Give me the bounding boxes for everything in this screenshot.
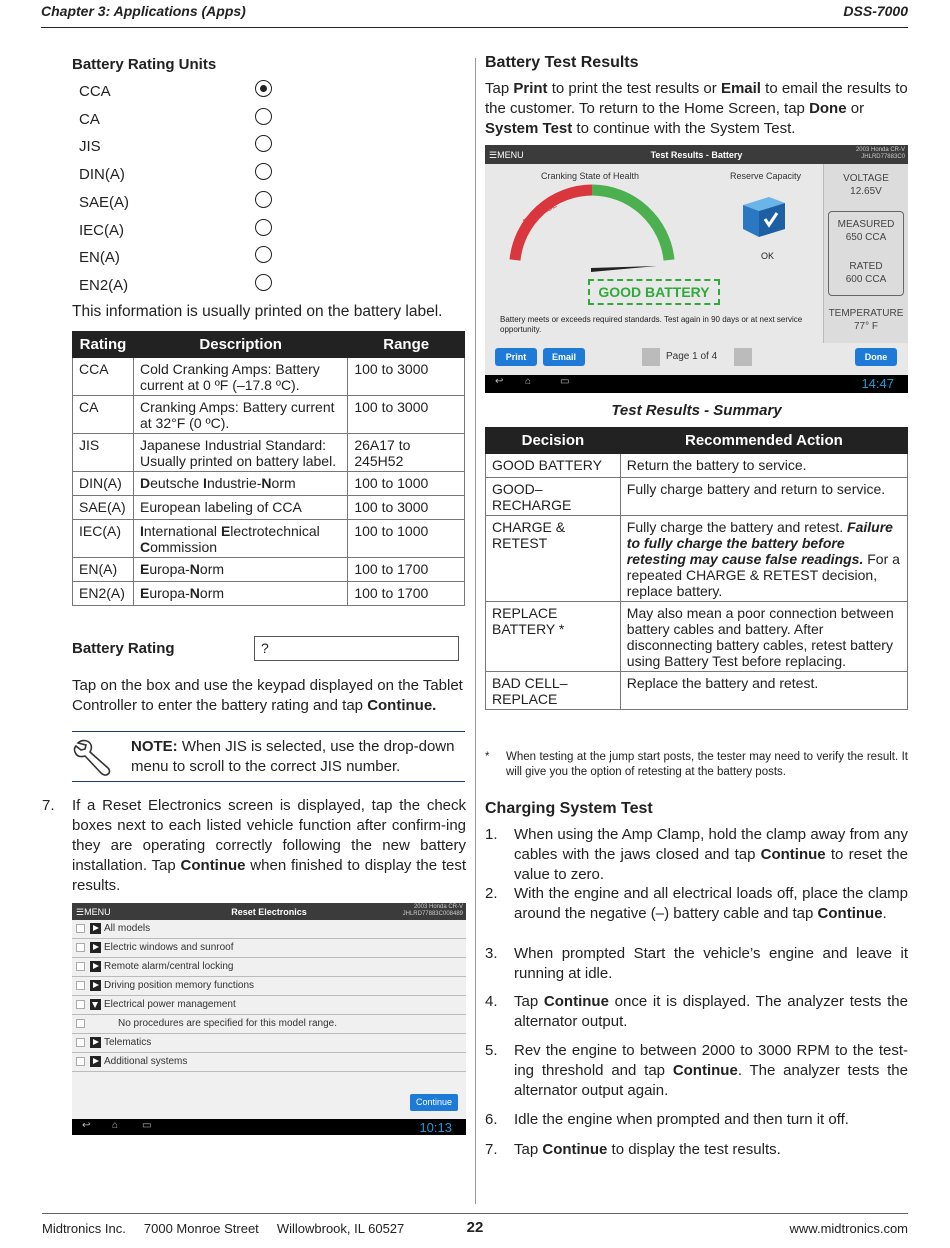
action-cell: Fully charge the battery and retest. Failure to fully charge the battery before retesting may cause false readings. For a repeated CHARGE & RETEST decision, replace battery. bbox=[620, 516, 907, 602]
checkbox[interactable] bbox=[76, 1057, 85, 1066]
step-text: Tap Continue to display the test results. bbox=[514, 1141, 781, 1158]
continue-button[interactable]: Continue bbox=[410, 1094, 458, 1111]
vehicle-info: 2003 Honda CR-V JHLRD77883C0 bbox=[855, 147, 905, 160]
android-nav-bar bbox=[485, 375, 908, 393]
step-number: 1. bbox=[485, 826, 498, 843]
step-text: When prompted Start the vehicle’s engine and leave it running at idle. bbox=[514, 945, 908, 982]
tap-instructions: Tap on the box and use the keypad displayed on the Tablet Controller to enter the battery rating and tap Continue. bbox=[72, 677, 463, 714]
chapter-title: Chapter 3: Applications (Apps) bbox=[41, 3, 246, 19]
prev-page-button[interactable] bbox=[642, 348, 660, 366]
reset-list-item[interactable] bbox=[72, 939, 466, 958]
checkbox[interactable] bbox=[76, 981, 85, 990]
measured-block: MEASURED 650 CCA bbox=[837, 219, 895, 243]
reset-item-label: Driving position memory functions bbox=[104, 980, 255, 991]
description-cell: European labeling of CCA bbox=[133, 496, 347, 520]
wrench-icon bbox=[72, 737, 116, 777]
page-header bbox=[41, 2, 908, 28]
radio-button[interactable] bbox=[255, 163, 272, 180]
note-box bbox=[72, 731, 465, 782]
rating-cell: IEC(A) bbox=[73, 520, 134, 558]
print-button[interactable]: Print bbox=[495, 348, 537, 366]
unit-option[interactable] bbox=[79, 80, 274, 106]
decision-cell: GOOD–RECHARGE bbox=[486, 478, 621, 516]
title-bar bbox=[72, 903, 466, 920]
reset-list-item[interactable] bbox=[72, 958, 466, 977]
description-cell: International Electrotechnical Commission bbox=[133, 520, 347, 558]
action-cell: Return the battery to service. bbox=[620, 454, 907, 478]
rating-cell: DIN(A) bbox=[73, 472, 134, 496]
page-indicator: Page 1 of 4 bbox=[666, 351, 718, 362]
unit-option[interactable] bbox=[79, 108, 274, 134]
rated-block: RATED 600 CCA bbox=[845, 261, 887, 285]
table-row bbox=[73, 434, 465, 472]
col-range: Range bbox=[348, 332, 465, 358]
reset-list bbox=[72, 920, 466, 1120]
checkbox[interactable] bbox=[76, 943, 85, 952]
decision-cell: BAD CELL–REPLACE bbox=[486, 672, 621, 710]
radio-button[interactable] bbox=[255, 135, 272, 152]
expand-down-icon[interactable] bbox=[90, 999, 101, 1010]
reserve-status: OK bbox=[761, 251, 775, 261]
decision-cell: CHARGE & RETEST bbox=[486, 516, 621, 602]
page-number: 22 bbox=[466, 1219, 484, 1236]
radio-button[interactable] bbox=[255, 274, 272, 291]
expand-right-icon[interactable] bbox=[90, 923, 101, 934]
reset-item-label: No procedures are specified for this model range. bbox=[118, 1018, 338, 1029]
back-icon[interactable]: ↩ bbox=[495, 376, 504, 387]
range-cell: 26A17 to 245H52 bbox=[348, 434, 465, 472]
column-divider bbox=[475, 58, 476, 1204]
unit-option-label: EN2(A) bbox=[79, 276, 129, 294]
checkbox[interactable] bbox=[76, 924, 85, 933]
step-text: Tap Continue once it is displayed. The analyzer tests the alternator output. bbox=[514, 993, 908, 1030]
table-row bbox=[486, 516, 908, 602]
table-row bbox=[486, 602, 908, 672]
action-cell: Replace the battery and retest. bbox=[620, 672, 907, 710]
reset-list-item[interactable] bbox=[72, 996, 466, 1015]
recent-apps-icon[interactable]: ▭ bbox=[560, 376, 570, 387]
col-action: Recommended Action bbox=[620, 428, 907, 454]
action-cell: May also mean a poor connection between battery cables and battery. After disconnecting battery cables, retest battery using Battery Test before replacing. bbox=[620, 602, 907, 672]
summary-table bbox=[485, 427, 908, 710]
description-cell: Europa-Norm bbox=[133, 558, 347, 582]
table-row bbox=[486, 672, 908, 710]
reset-list-item[interactable] bbox=[72, 1015, 466, 1034]
radio-button[interactable] bbox=[255, 108, 272, 125]
clock: 14:47 bbox=[861, 376, 894, 391]
description-cell: Europa-Norm bbox=[133, 582, 347, 606]
battery-icon bbox=[739, 191, 789, 241]
table-row bbox=[73, 582, 465, 606]
description-cell: Cold Cranking Amps: Battery current at 0 ºF (–17.8 ºC). bbox=[133, 358, 347, 396]
reset-item-label: Remote alarm/central locking bbox=[104, 961, 234, 972]
menu-button[interactable]: ☰MENU bbox=[489, 150, 524, 160]
unit-option-label: DIN(A) bbox=[79, 166, 125, 184]
reset-list-item[interactable] bbox=[72, 977, 466, 996]
range-cell: 100 to 1700 bbox=[348, 558, 465, 582]
reset-item-label: Telematics bbox=[104, 1037, 152, 1048]
results-heading: Battery Test Results bbox=[485, 54, 639, 71]
model-name: DSS-7000 bbox=[843, 3, 908, 19]
range-cell: 100 to 1000 bbox=[348, 472, 465, 496]
battery-rating-input[interactable]: ? bbox=[254, 636, 459, 661]
step-number: 5. bbox=[485, 1042, 498, 1059]
footer-address: Midtronics Inc. 7000 Monroe Street Willowbrook, IL 60527 bbox=[42, 1221, 405, 1236]
recent-apps-icon[interactable]: ▭ bbox=[142, 1120, 152, 1131]
reserve-label: Reserve Capacity bbox=[730, 171, 802, 181]
range-cell: 100 to 3000 bbox=[348, 358, 465, 396]
results-paragraph: Tap Print to print the test results or Email to email the results to the customer. To return to the Home Screen, tap Done or System Test to continue with the System Test. bbox=[485, 80, 908, 137]
action-cell: Fully charge battery and return to service. bbox=[620, 478, 907, 516]
gauge-replace-text: REPLACE bbox=[521, 200, 559, 227]
range-cell: 100 to 1700 bbox=[348, 582, 465, 606]
temperature-block: TEMPERATURE 77° F bbox=[828, 308, 904, 332]
gauge-good-arc bbox=[592, 190, 669, 260]
status-badge: GOOD BATTERY bbox=[588, 279, 720, 305]
step-number: 4. bbox=[485, 993, 498, 1010]
table-row bbox=[73, 520, 465, 558]
step-text: When using the Amp Clamp, hold the clamp away from any cables with the jaws closed and tap Continue to reset the value to zero. bbox=[514, 826, 908, 883]
unit-option-label: SAE(A) bbox=[79, 193, 130, 211]
rating-cell: EN(A) bbox=[73, 558, 134, 582]
gauge-label: Cranking State of Health bbox=[541, 171, 640, 181]
gauge-needle bbox=[591, 266, 657, 272]
screen-title: Reset Electronics bbox=[231, 907, 307, 917]
table-row bbox=[73, 472, 465, 496]
unit-option-label: CCA bbox=[79, 83, 111, 100]
clock: 10:13 bbox=[419, 1120, 452, 1135]
page-footer bbox=[42, 1213, 908, 1243]
rating-cell: CCA bbox=[73, 358, 134, 396]
action-bar bbox=[485, 343, 908, 375]
unit-option[interactable] bbox=[79, 163, 274, 189]
status-message: Battery meets or exceeds required standards. Test again in 90 days or at next service opportunity. bbox=[500, 315, 803, 334]
unit-option[interactable] bbox=[79, 274, 274, 300]
description-cell: Cranking Amps: Battery current at 32°F (0 ºC). bbox=[133, 396, 347, 434]
decision-cell: GOOD BATTERY bbox=[486, 454, 621, 478]
expand-right-icon[interactable] bbox=[90, 1037, 101, 1048]
step-text: Idle the engine when prompted and then turn it off. bbox=[514, 1111, 849, 1128]
unit-option[interactable] bbox=[79, 135, 274, 161]
voltage-block: VOLTAGE 12.65V bbox=[843, 173, 889, 197]
health-gauge bbox=[507, 180, 677, 280]
reset-item-label: Electric windows and sunroof bbox=[104, 942, 234, 953]
table-row bbox=[73, 358, 465, 396]
description-cell: Deutsche Industrie-Norm bbox=[133, 472, 347, 496]
screen-title: Test Results - Battery bbox=[650, 150, 743, 160]
step-text: If a Reset Electronics screen is displayed, tap the check boxes next to each listed vehicle function after confirm-ing they are operating correctly following the new battery installation. Tap Continue when finished to display the test results. bbox=[72, 797, 467, 894]
rating-table bbox=[72, 331, 465, 606]
step-number: 3. bbox=[485, 945, 498, 962]
checkbox[interactable] bbox=[76, 1038, 85, 1047]
rating-cell: JIS bbox=[73, 434, 134, 472]
reset-list-item[interactable] bbox=[72, 920, 466, 939]
table-row bbox=[73, 396, 465, 434]
rating-cell: CA bbox=[73, 396, 134, 434]
table-row bbox=[73, 496, 465, 520]
checkbox[interactable] bbox=[76, 962, 85, 971]
unit-option[interactable] bbox=[79, 219, 274, 245]
step-text: Rev the engine to between 2000 to 3000 RPM to the test-ing threshold and tap Continue. The analyzer tests the alternator output again. bbox=[514, 1042, 908, 1099]
step-text: With the engine and all electrical loads off, place the clamp around the negative (–) battery cable and tap Continue. bbox=[514, 885, 908, 922]
rating-cell: EN2(A) bbox=[73, 582, 134, 606]
pager bbox=[642, 348, 752, 366]
back-icon[interactable]: ↩ bbox=[82, 1120, 91, 1131]
step-number: 7. bbox=[485, 1141, 498, 1158]
step-number: 7. bbox=[42, 797, 55, 814]
android-nav-bar bbox=[72, 1119, 466, 1135]
gauge-good-text: GOOD bbox=[628, 199, 654, 220]
rating-cell: SAE(A) bbox=[73, 496, 134, 520]
step-number: 2. bbox=[485, 885, 498, 902]
range-cell: 100 to 1000 bbox=[348, 520, 465, 558]
expand-right-icon[interactable] bbox=[90, 961, 101, 972]
home-icon[interactable]: ⌂ bbox=[112, 1120, 119, 1131]
reset-electronics-screenshot bbox=[72, 903, 466, 1135]
note-text: NOTE: When JIS is selected, use the drop-down menu to scroll to the correct JIS number. bbox=[131, 738, 455, 775]
charging-heading: Charging System Test bbox=[485, 800, 653, 817]
range-cell: 100 to 3000 bbox=[348, 396, 465, 434]
home-icon[interactable]: ⌂ bbox=[525, 376, 532, 387]
unit-option[interactable] bbox=[79, 191, 274, 217]
done-button[interactable]: Done bbox=[855, 348, 897, 366]
col-rating: Rating bbox=[73, 332, 134, 358]
test-results-screenshot bbox=[485, 145, 908, 393]
radio-button[interactable] bbox=[255, 191, 272, 208]
units-info: This information is usually printed on the battery label. bbox=[72, 303, 443, 320]
table-row bbox=[486, 478, 908, 516]
col-description: Description bbox=[133, 332, 347, 358]
description-cell: Japanese Industrial Standard: Usually printed on battery label. bbox=[133, 434, 347, 472]
radio-button[interactable] bbox=[255, 246, 272, 263]
range-cell: 100 to 3000 bbox=[348, 496, 465, 520]
decision-cell: REPLACE BATTERY * bbox=[486, 602, 621, 672]
checkbox[interactable] bbox=[76, 1000, 85, 1009]
reset-item-label: Additional systems bbox=[104, 1056, 188, 1067]
step-number: 6. bbox=[485, 1111, 498, 1128]
unit-option-label: EN(A) bbox=[79, 249, 120, 267]
reset-item-label: Electrical power management bbox=[104, 999, 236, 1010]
vehicle-info: 2003 Honda CR-V JHLRD77883C008489 bbox=[402, 904, 463, 917]
expand-right-icon[interactable] bbox=[90, 980, 101, 991]
expand-right-icon[interactable] bbox=[90, 1056, 101, 1067]
unit-option-label: JIS bbox=[79, 138, 101, 156]
checkbox[interactable] bbox=[76, 1019, 85, 1028]
col-decision: Decision bbox=[486, 428, 621, 454]
reset-item-label: All models bbox=[104, 923, 151, 934]
menu-button[interactable]: ☰MENU bbox=[76, 907, 111, 917]
unit-option-label: IEC(A) bbox=[79, 221, 124, 239]
radio-button[interactable] bbox=[255, 80, 272, 97]
units-heading: Battery Rating Units bbox=[72, 56, 217, 73]
table-row bbox=[486, 454, 908, 478]
title-bar bbox=[485, 145, 908, 164]
reset-list-item[interactable] bbox=[72, 1053, 466, 1072]
table-row bbox=[73, 558, 465, 582]
footer-website[interactable]: www.midtronics.com bbox=[789, 1221, 908, 1236]
summary-caption: Test Results - Summary bbox=[611, 402, 782, 419]
next-page-button[interactable] bbox=[734, 348, 752, 366]
reset-list-item[interactable] bbox=[72, 1034, 466, 1053]
radio-button[interactable] bbox=[255, 219, 272, 236]
email-button[interactable]: Email bbox=[543, 348, 585, 366]
unit-option-label: CA bbox=[79, 110, 100, 128]
battery-rating-label: Battery Rating bbox=[72, 640, 175, 657]
expand-right-icon[interactable] bbox=[90, 942, 101, 953]
unit-option[interactable] bbox=[79, 246, 274, 272]
